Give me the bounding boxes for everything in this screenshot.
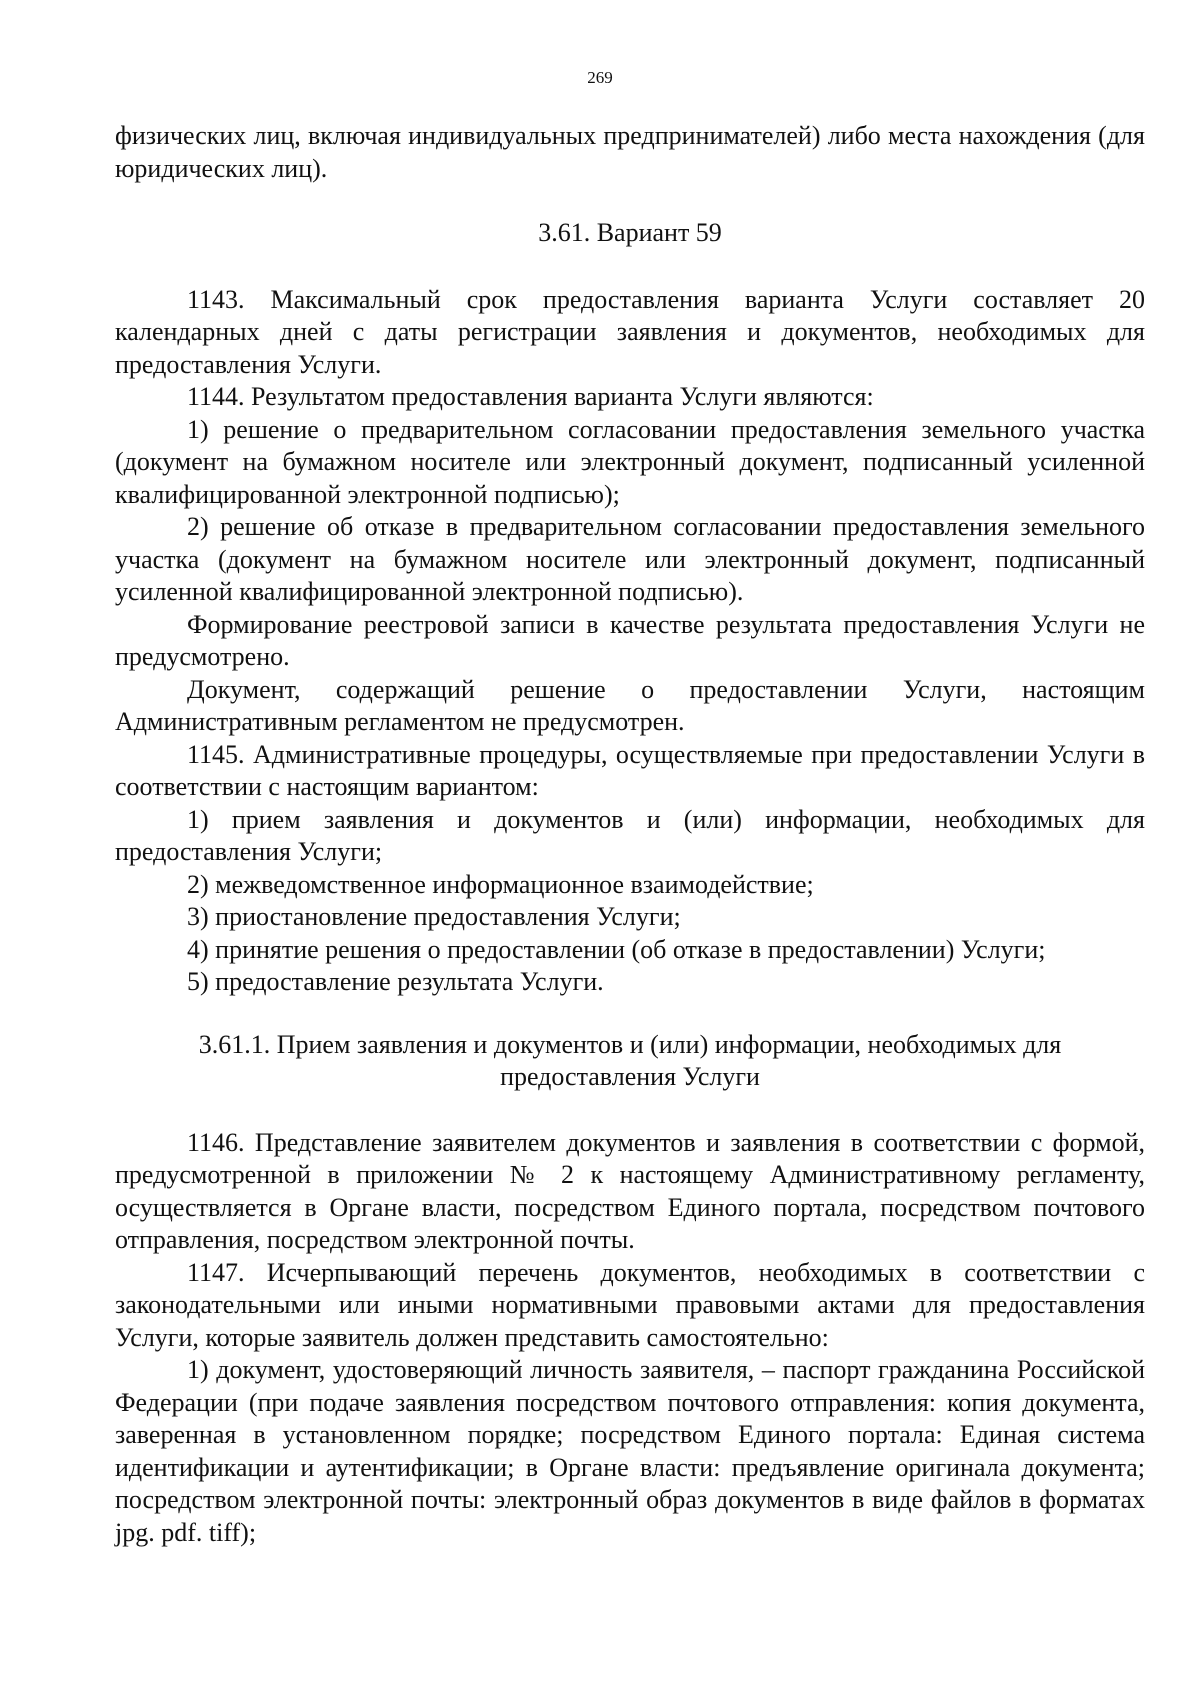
subsection-heading-line2: предоставления Услуги: [500, 1062, 760, 1091]
list-item: 4) принятие решения о предоставлении (об отказе в предоставлении) Услуги;: [187, 934, 1046, 964]
paragraph: Документ, содержащий решение о предоставлении Услуги, настоящим Административным регламентом не предусмотрен.: [115, 674, 1145, 736]
paragraph-1143: 1143. Максимальный срок предоставления варианта Услуги составляет 20 календарных дней с даты регистрации заявления и документов, необходимых для предоставления Услуги.: [115, 284, 1145, 379]
list-item: 1) прием заявления и документов и (или) информации, необходимых для предоставления Услуги;: [115, 804, 1145, 866]
list-item: 1) решение о предварительном согласовании предоставления земельного участка (документ на бумажном носителе или электронный документ, подписанный усиленной квалифицированной электронной подписью);: [115, 414, 1145, 509]
document-body: [115, 120, 1145, 1549]
list-item: 3) приостановление предоставления Услуги;: [187, 902, 681, 931]
paragraph-1145: 1145. Административные процедуры, осуществляемые при предоставлении Услуги в соответствии с настоящим вариантом:: [115, 739, 1145, 801]
list-item: 2) межведомственное информационное взаимодействие;: [187, 869, 814, 899]
list-item: 1) документ, удостоверяющий личность заявителя, – паспорт гражданина Российской Федерации (при подаче заявления посредством почтового отправления: копия документа, заверенная в установленном порядке; посредством Единого портала: Единая система идентификации и аутентификации; в Органе власти: предъявление оригинала документа; посредством электронной почты: электронный образ документов в виде файлов в форматах jpg. pdf. tiff);: [115, 1355, 1145, 1547]
paragraph-1147: 1147. Исчерпывающий перечень документов, необходимых в соответствии с законодательными или иными нормативными правовыми актами для предоставления Услуги, которые заявитель должен представить самостоятельно:: [115, 1257, 1145, 1352]
paragraph: Формирование реестровой записи в качестве результата предоставления Услуги не предусмотрено.: [115, 609, 1145, 671]
subsection-heading: [115, 1029, 1145, 1094]
paragraph-1144: 1144. Результатом предоставления варианта Услуги являются:: [187, 382, 874, 411]
list-item: 5) предоставление результата Услуги.: [187, 967, 604, 996]
list-item: 2) решение об отказе в предварительном согласовании предоставления земельного участка (документ на бумажном носителе или электронный документ, подписанный усиленной квалифицированной электронной подписью).: [115, 512, 1145, 606]
page-number: 269: [587, 68, 613, 87]
paragraph-1146: 1146. Представление заявителем документов и заявления в соответствии с формой, предусмотренной в приложении № 2 к настоящему Административному регламенту, осуществляется в Органе власти, посредством Единого портала, посредством почтового отправления, посредством электронной почты.: [115, 1127, 1145, 1254]
section-heading: 3.61. Вариант 59: [538, 218, 722, 247]
subsection-heading-line1: 3.61.1. Прием заявления и документов и (или) информации, необходимых для: [198, 1029, 1062, 1059]
paragraph: физических лиц, включая индивидуальных предпринимателей) либо места нахождения (для юридических лиц).: [115, 121, 1145, 183]
